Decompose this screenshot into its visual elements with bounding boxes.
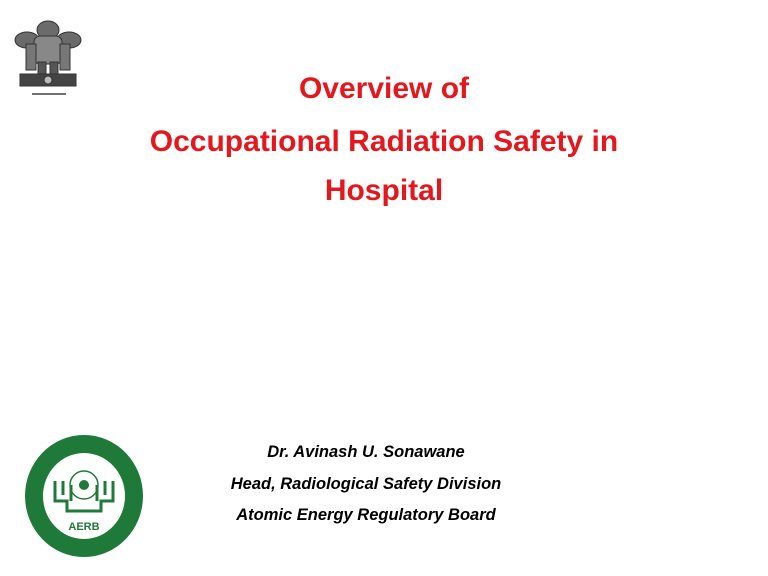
svg-text:AERB: AERB [68,521,100,533]
presenter-name: Dr. Avinash U. Sonawane [267,443,465,461]
title-line-2: Occupational Radiation Safety in [149,125,619,158]
title-line-1: Overview of [298,72,470,105]
title-line-3: Hospital [324,174,444,207]
aerb-logo [23,433,145,559]
presenter-organization: Atomic Energy Regulatory Board [236,506,496,524]
presenter-position: Head, Radiological Safety Division [230,475,502,493]
